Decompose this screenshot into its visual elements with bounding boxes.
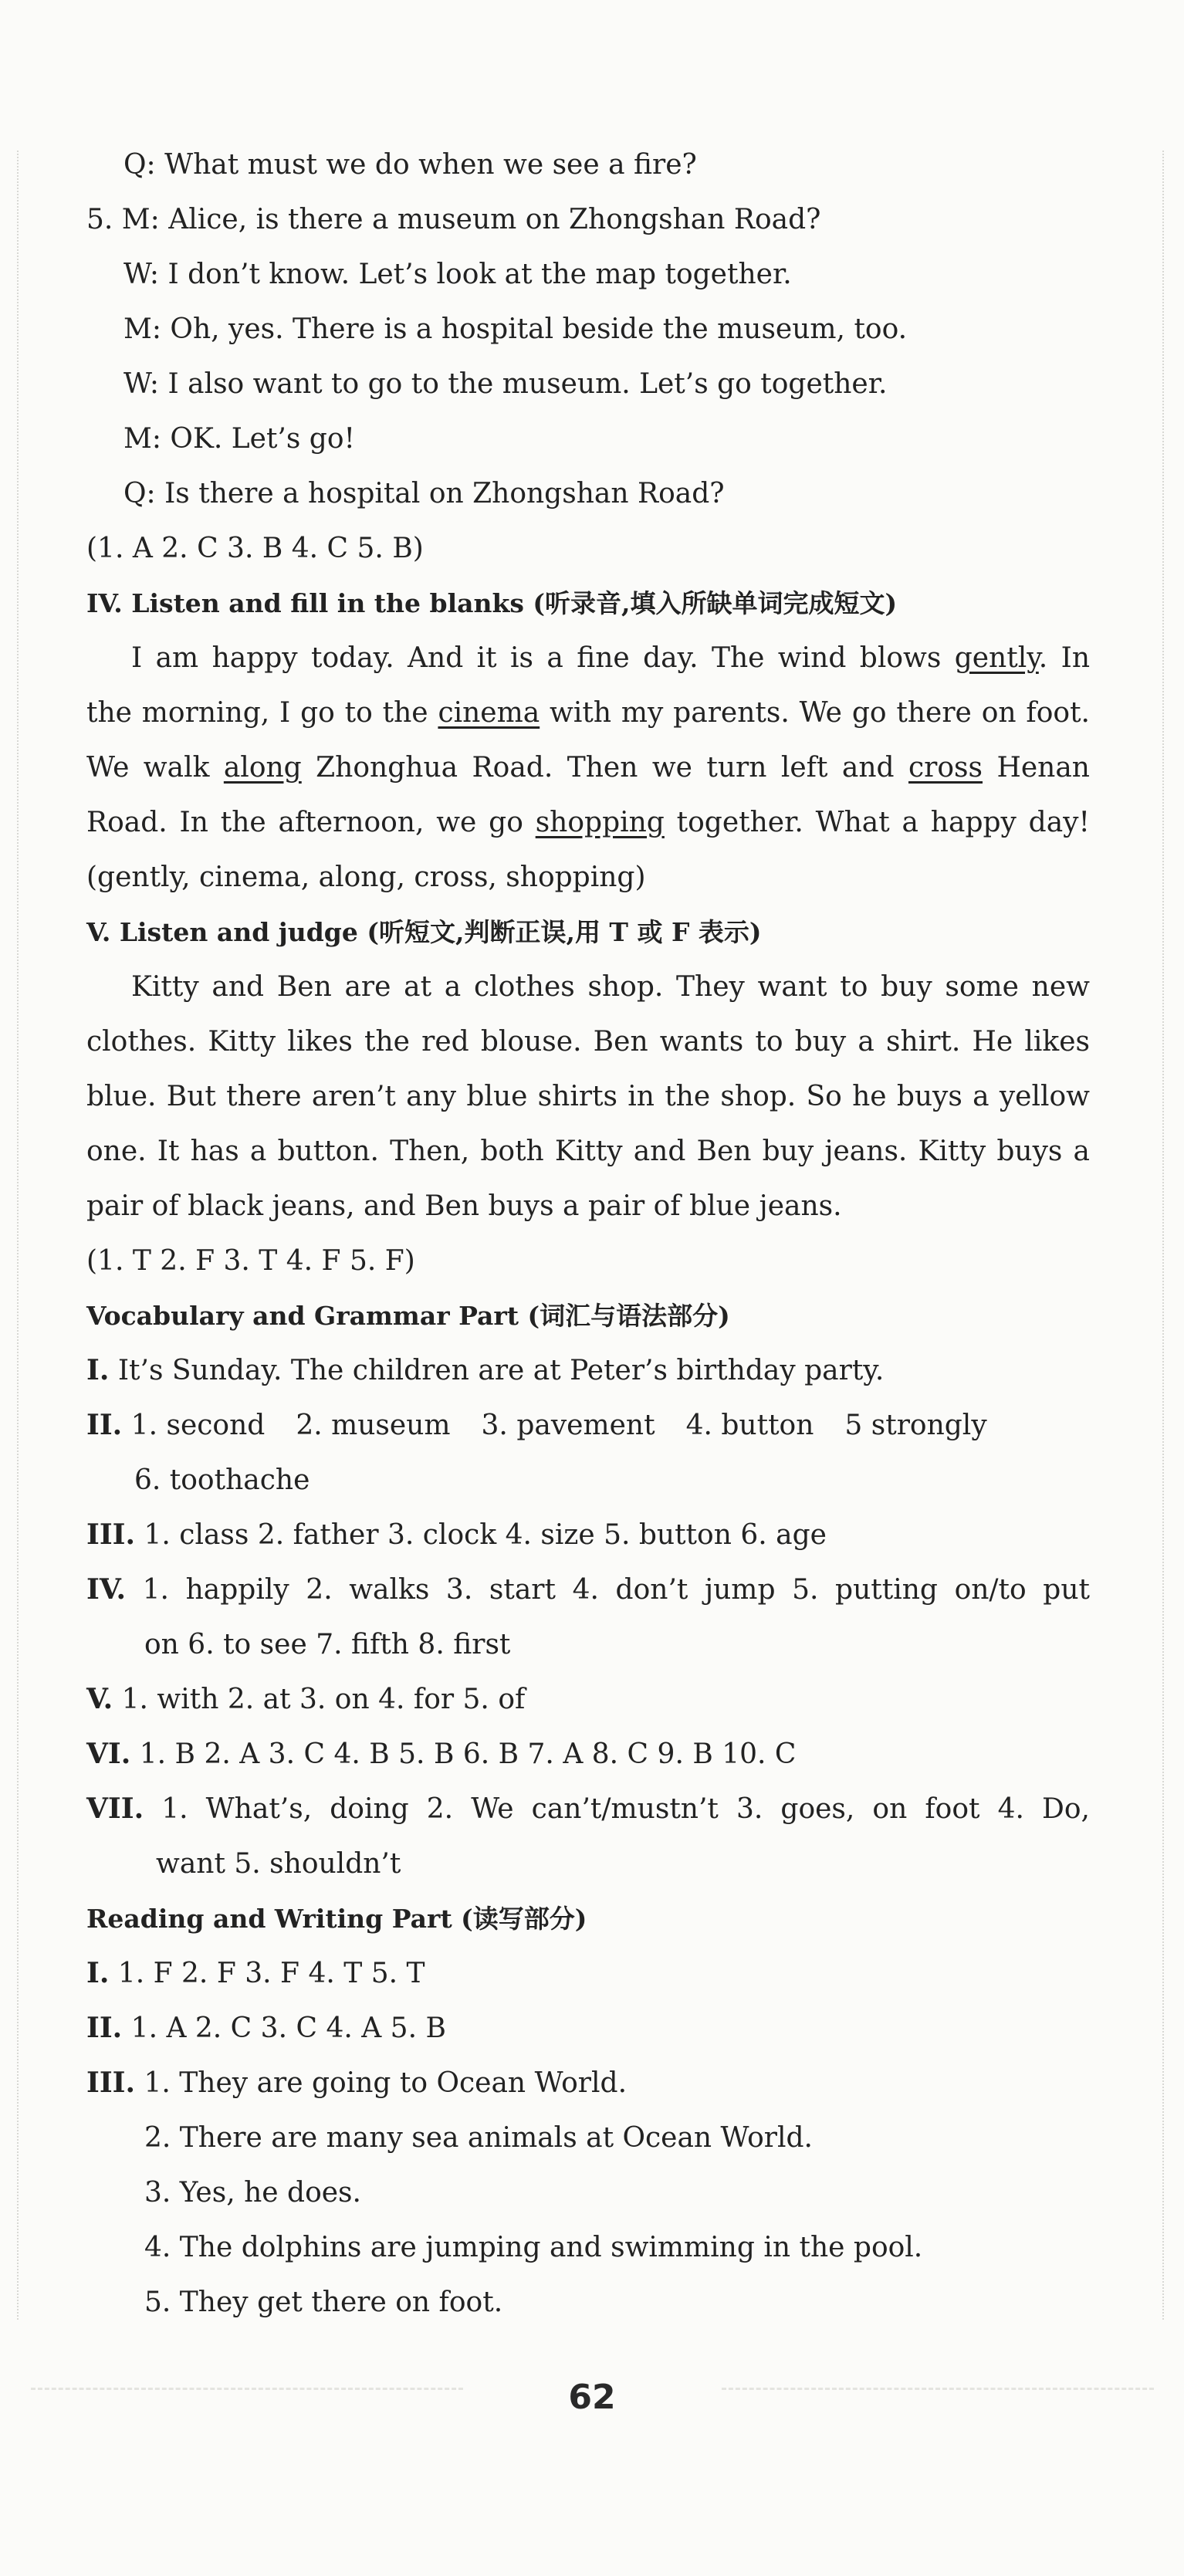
page-number: 62 xyxy=(568,2378,616,2417)
answer-row-continued: 4. The dolphins are jumping and swimming in the pool. xyxy=(144,2232,923,2263)
answer-row: V. 1. with 2. at 3. on 4. for 5. of xyxy=(86,1683,526,1715)
answer-row: I. 1. F 2. F 3. F 4. T 5. T xyxy=(86,1957,425,1989)
answer-row: I. It’s Sunday. The children are at Peter’s birthday party. xyxy=(86,1354,885,1386)
left-margin-line xyxy=(17,151,19,2320)
passage-line: I am happy today. And it is a fine day. The wind blows gently. In xyxy=(131,642,1091,674)
dialog-line: W: I don’t know. Let’s look at the map together. xyxy=(123,259,792,290)
passage-line: one. It has a button. Then, both Kitty and Ben buy jeans. Kitty buys a xyxy=(86,1136,1090,1167)
passage-line: blue. But there aren’t any blue shirts in the shop. So he buys a yellow xyxy=(86,1081,1090,1112)
answer-key-line: (1. T 2. F 3. T 4. F 5. F) xyxy=(86,1245,415,1277)
answer-row: VI. 1. B 2. A 3. C 4. B 5. B 6. B 7. A 8. C 9. B 10. C xyxy=(86,1738,797,1770)
question-line: Q: Is there a hospital on Zhongshan Road? xyxy=(123,478,725,509)
part-heading: Reading and Writing Part (读写部分) xyxy=(86,1904,587,1934)
dialog-line: M: OK. Let’s go! xyxy=(123,423,355,455)
dialog-line: 5. M: Alice, is there a museum on Zhongshan Road? xyxy=(86,204,821,235)
passage-line: the morning, I go to the cinema with my parents. We go there on foot. xyxy=(86,697,1090,729)
page-content xyxy=(86,137,1090,2330)
answer-row-continued: want 5. shouldn’t xyxy=(156,1848,401,1880)
answer-row-continued: 5. They get there on foot. xyxy=(144,2287,503,2318)
blank-answer: along xyxy=(223,752,302,784)
right-margin-line xyxy=(1162,151,1164,2320)
section-heading: IV. Listen and fill in the blanks (听录音,填入所缺单词完成短文) xyxy=(86,588,898,618)
answer-key-line: (1. A 2. C 3. B 4. C 5. B) xyxy=(86,533,424,564)
dialog-line: M: Oh, yes. There is a hospital beside the museum, too. xyxy=(123,313,908,345)
part-heading: Vocabulary and Grammar Part (词汇与语法部分) xyxy=(86,1301,730,1331)
passage-line: We walk along Zhonghua Road. Then we turn left and cross Henan xyxy=(86,752,1090,784)
question-line: Q: What must we do when we see a fire? xyxy=(123,149,697,181)
answer-row: IV. 1. happily 2. walks 3. start 4. don’t jump 5. putting on/to put xyxy=(86,1573,1090,1606)
blank-answer: cross xyxy=(908,752,983,784)
answer-row-continued: 6. toothache xyxy=(134,1464,310,1496)
answer-row: III. 1. They are going to Ocean World. xyxy=(86,2067,628,2099)
answer-row-continued: on 6. to see 7. fifth 8. first xyxy=(144,1629,511,1660)
answer-row: II. 1. A 2. C 3. C 4. A 5. B xyxy=(86,2012,446,2044)
blank-answer: shopping xyxy=(535,807,665,838)
answer-row: III. 1. class 2. father 3. clock 4. size 5. button 6. age xyxy=(86,1518,827,1551)
answer-row-continued: 3. Yes, he does. xyxy=(144,2177,361,2209)
answer-row-continued: 2. There are many sea animals at Ocean World. xyxy=(144,2122,814,2154)
answer-row: VII. 1. What’s, doing 2. We can’t/mustn’t 3. goes, on foot 4. Do, xyxy=(86,1792,1090,1825)
passage-line: clothes. Kitty likes the red blouse. Ben wants to buy a shirt. He likes xyxy=(86,1026,1090,1058)
blank-answer: gently xyxy=(954,642,1039,674)
passage-line: Road. In the afternoon, we go shopping together. What a happy day! xyxy=(86,807,1090,838)
answer-key-line: (gently, cinema, along, cross, shopping) xyxy=(86,861,646,893)
passage-line: pair of black jeans, and Ben buys a pair of blue jeans. xyxy=(86,1190,842,1222)
passage-line: Kitty and Ben are at a clothes shop. They want to buy some new xyxy=(131,971,1090,1003)
dialog-line: W: I also want to go to the museum. Let’s go together. xyxy=(123,368,888,400)
answer-row: II. 1. second 2. museum 3. pavement 4. button 5 strongly xyxy=(86,1409,987,1441)
blank-answer: cinema xyxy=(438,697,540,729)
section-heading: V. Listen and judge (听短文,判断正误,用 T 或 F 表示) xyxy=(86,917,762,947)
